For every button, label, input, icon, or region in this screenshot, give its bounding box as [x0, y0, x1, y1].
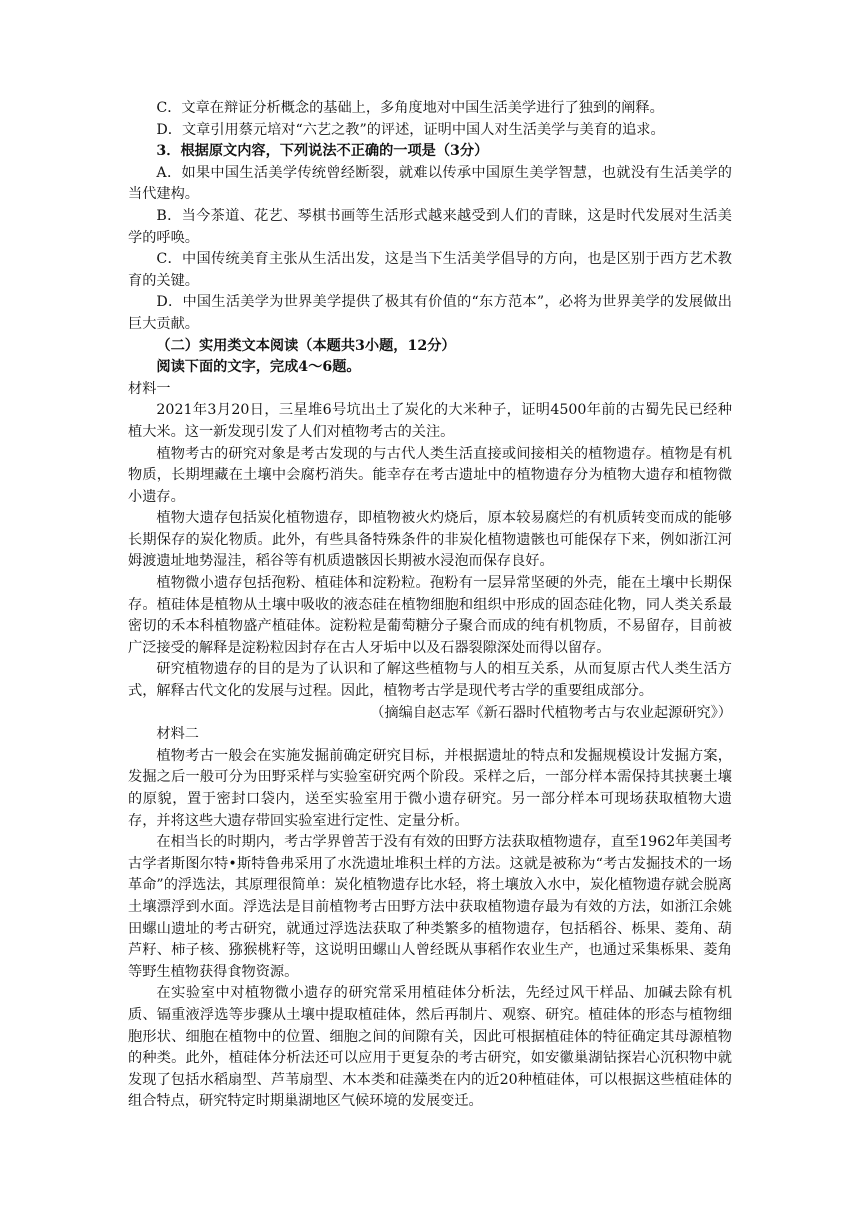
material-2-label: 材料二 — [156, 726, 199, 743]
question-3-option-b: B．当今茶道、花艺、琴棋书画等生活形式越来越受到人们的青睐，这是时代发展对生活美学的呼唤。 — [128, 207, 732, 246]
exam-page — [128, 98, 732, 1113]
material-2-paragraph: 在相当长的时期内，考古学界曾苦于没有有效的田野方法获取植物遗存，直至1962年美国考古学者斯图尔特•斯特鲁弗采用了水洗遗址堆积土样的方法。这就是被称为“考古发掘技术的一场革命”的浮选法，其原理很简单：炭化植物遗存比水轻，将土壤放入水中，炭化植物遗存就会脱离土壤漂浮到水面。浮选法是目前植物考古田野方法中获取植物遗存最为有效的方法，如浙江余姚田螺山遗址的考古研究，就通过浮选法获取了种类繁多的植物遗存，包括稻谷、栎果、菱角、葫芦籽、柿子核、猕猴桃籽等，这说明田螺山人曾经既从事稻作农业生产，也通过采集栎果、菱角等野生植物获得食物资源。 — [128, 834, 732, 980]
prev-option-c: C．文章在辩证分析概念的基础上，多角度地对中国生活美学进行了独到的阐释。 — [156, 100, 664, 116]
material-1-label: 材料一 — [128, 380, 171, 397]
question-3-option-d: D．中国生活美学为世界美学提供了极其有价值的“东方范本”，必将为世界美学的发展做出巨大贡献。 — [128, 294, 732, 332]
material-1-paragraph: 植物大遗存包括炭化植物遗存，即植物被火灼烧后，原本较易腐烂的有机质转变而成的能够长期保存的炭化物质。此外，有些具备特殊条件的非炭化植物遗骸也可能保存下来，例如浙江河姆渡遗址地势湿洼，稻谷等有机质遗骸因长期被水浸泡而保存良好。 — [128, 510, 732, 570]
material-1-paragraph: 研究植物遗存的目的是为了认识和了解这些植物与人的相互关系，从而复原古代人类生活方式，解释古代文化的发展与过程。因此，植物考古学是现代考古学的重要组成部分。 — [128, 661, 732, 700]
section-2-instruction: 阅读下面的文字，完成4～6题。 — [156, 359, 361, 376]
material-1-source: （摘编自赵志军《新石器时代植物考古与农业起源研究》） — [370, 704, 732, 721]
question-3-stem: 3．根据原文内容，下列说法不正确的一项是（3分） — [156, 143, 489, 160]
question-3-option-c: C．中国传统美育主张从生活出发，这是当下生活美学倡导的方向，也是区别于西方艺术教育的关键。 — [128, 251, 732, 289]
material-1-paragraph: 植物微小遗存包括孢粉、植硅体和淀粉粒。孢粉有一层异常坚硬的外壳，能在土壤中长期保存。植硅体是植物从土壤中吸收的液态硅在植物细胞和组织中形成的固态硅化物，同人类关系最密切的禾本科植物盛产植硅体。淀粉粒是葡萄糖分子聚合而成的纯有机物质，不易留存，目前被广泛接受的解释是淀粉粒因封存在古人牙垢中以及石器裂隙深处而得以留存。 — [128, 575, 732, 656]
question-3-option-a: A．如果中国生活美学传统曾经断裂，就难以传承中国原生美学智慧，也就没有生活美学的当代建构。 — [128, 164, 732, 203]
material-2-paragraph: 在实验室中对植物微小遗存的研究常采用植硅体分析法，先经过风干样品、加碱去除有机质、镉重液浮选等步骤从土壤中提取植硅体，然后再制片、观察、研究。植硅体的形态与植物细胞形状、细胞在植物中的位置、细胞之间的间隙有关，因此可根据植硅体的特征确定其母源植物的种类。此外，植硅体分析法还可以应用于更复杂的考古研究，如安徽巢湖钻探岩心沉积物中就发现了包括水稻扇型、芦苇扇型、木本类和硅藻类在内的近20种植硅体，可以根据这些植硅体的组合特点，研究特定时期巢湖地区气候环境的发展变迁。 — [128, 985, 732, 1110]
material-1-paragraph: 2021年3月20日，三星堆6号坑出土了炭化的大米种子，证明4500年前的古蜀先民已经种植大米。这一新发现引发了人们对植物考古的关注。 — [128, 402, 732, 440]
material-2-paragraph: 植物考古一般会在实施发掘前确定研究目标，并根据遗址的特点和发掘规模设计发掘方案，发掘之后一般可分为田野采样与实验室研究两个阶段。采样之后，一部分样本需保持其挟裹土壤的原貌，置于密封口袋内，送至实验室用于微小遗存研究。另一部分样本可现场获取植物大遗存，并将这些大遗存带回实验室进行定性、定量分析。 — [128, 747, 732, 829]
prev-option-d: D．文章引用蔡元培对“六艺之教”的评述，证明中国人对生活美学与美育的追求。 — [156, 121, 665, 138]
material-1-paragraph: 植物考古的研究对象是考古发现的与古代人类生活直接或间接相关的植物遗存。植物是有机物质，长期埋藏在土壤中会腐朽消失。能幸存在考古遗址中的植物遗存分为植物大遗存和植物微小遗存。 — [128, 445, 732, 505]
section-2-title: （二）实用类文本阅读（本题共3小题，12分） — [156, 337, 456, 354]
